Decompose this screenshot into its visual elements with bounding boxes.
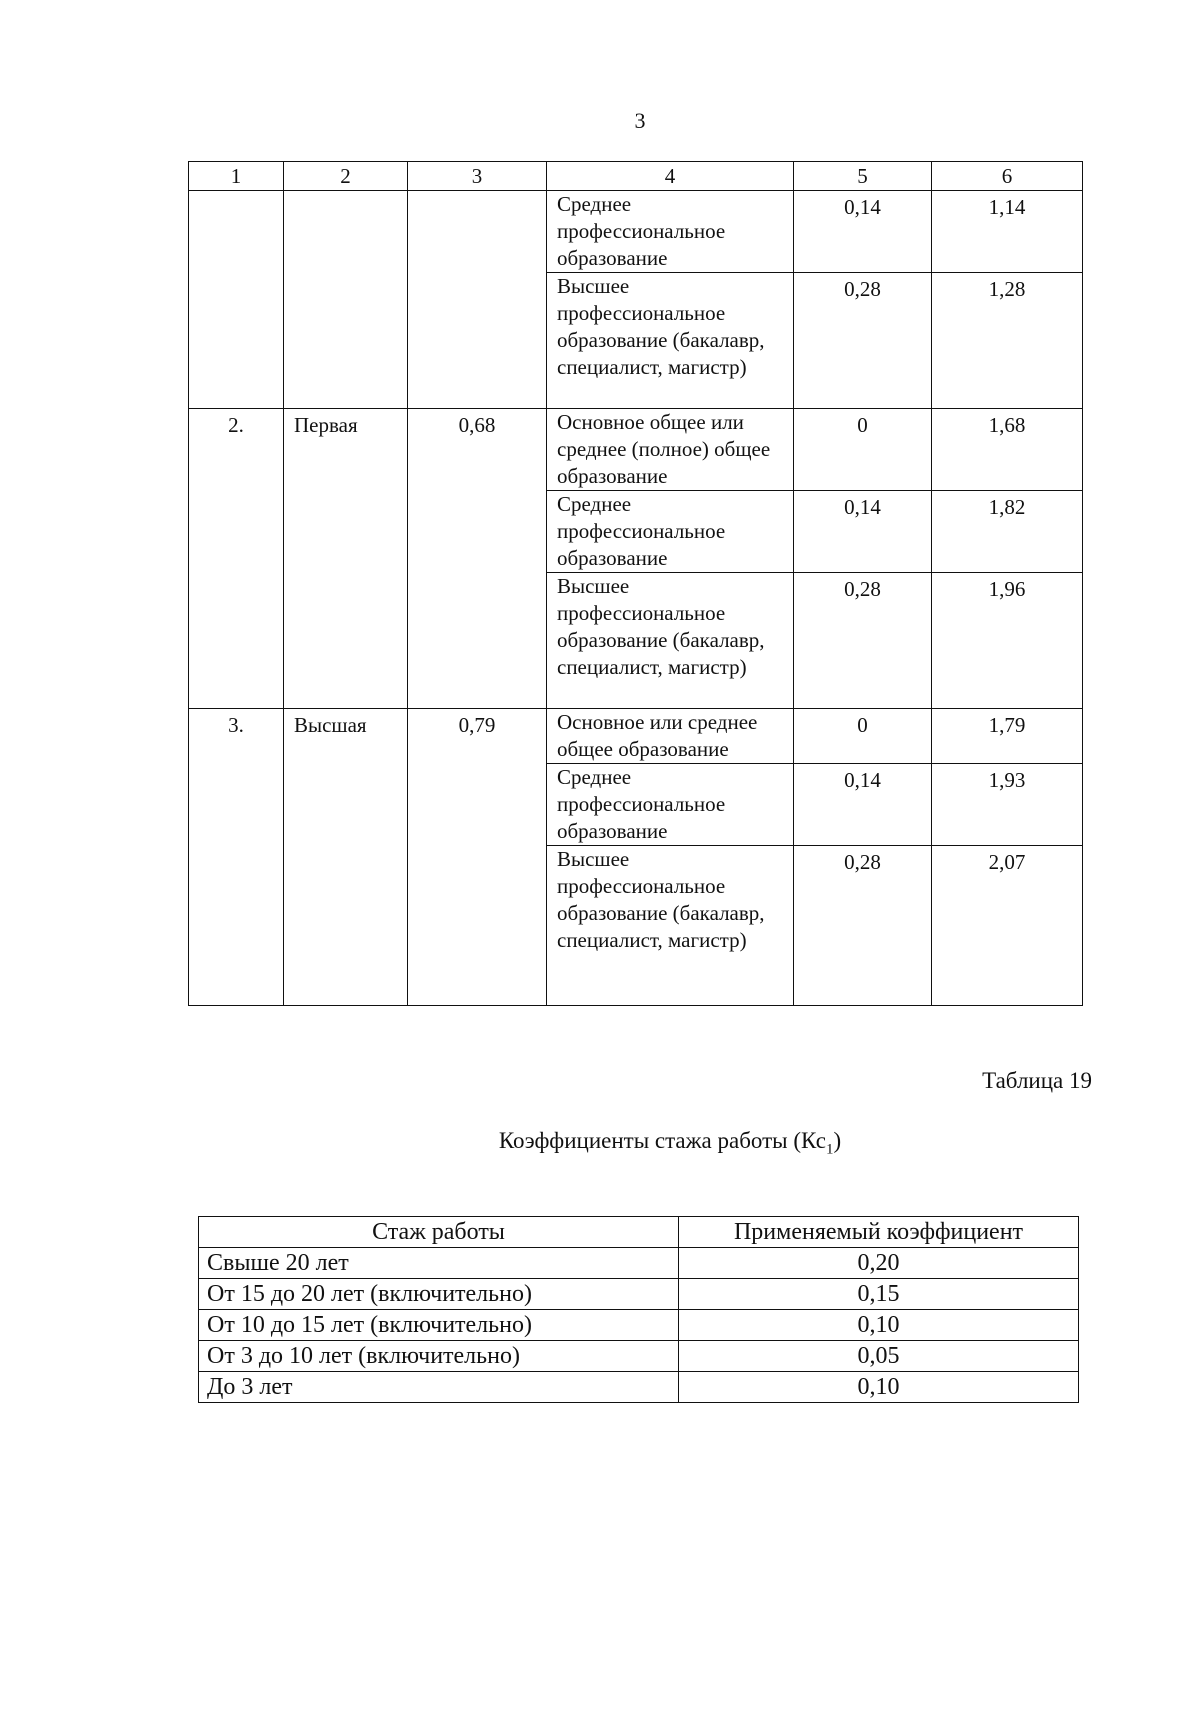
table-row <box>199 1248 1079 1279</box>
total-coefficient-cell: 1,28 <box>932 273 1083 409</box>
row-number: 2. <box>228 413 244 437</box>
education-cell: Высшее профессиональное образование (бакалавр, специалист, магистр) <box>547 273 794 409</box>
table-title <box>0 1128 1200 1159</box>
education-cell: Среднее профессиональное образование <box>547 491 794 573</box>
column-header: 5 <box>794 162 932 191</box>
education-coefficient-cell: 0,28 <box>794 573 932 709</box>
category-cell <box>284 709 408 1006</box>
education-coefficient-cell: 0,14 <box>794 491 932 573</box>
education-cell: Высшее профессиональное образование (бакалавр, специалист, магистр) <box>547 573 794 709</box>
table-row <box>189 709 1083 764</box>
base-coefficient-cell <box>408 409 547 709</box>
table-title-text: Коэффициенты стажа работы (Кс <box>498 1128 826 1153</box>
experience-coefficient-cell: 0,05 <box>679 1341 1079 1372</box>
experience-period-cell: Свыше 20 лет <box>199 1248 679 1279</box>
row-number: 3. <box>228 713 244 737</box>
table-header-row <box>189 162 1083 191</box>
category-cell <box>284 191 408 409</box>
table-title-subscript: 1 <box>826 1141 834 1158</box>
base-coefficient-cell <box>408 191 547 409</box>
row-number-cell <box>189 409 284 709</box>
experience-coefficient-cell: 0,15 <box>679 1279 1079 1310</box>
qualification-coefficient-table <box>188 161 1083 1006</box>
experience-coefficient-cell: 0,10 <box>679 1310 1079 1341</box>
education-coefficient-cell: 0 <box>794 409 932 491</box>
base-coefficient-cell <box>408 709 547 1006</box>
table-row <box>199 1279 1079 1310</box>
education-coefficient-cell: 0,14 <box>794 191 932 273</box>
total-coefficient-cell: 1,68 <box>932 409 1083 491</box>
category-label: Первая <box>294 413 358 437</box>
row-number-cell <box>189 191 284 409</box>
table-row <box>199 1310 1079 1341</box>
column-header: 4 <box>547 162 794 191</box>
column-header: 6 <box>932 162 1083 191</box>
base-coefficient: 0,68 <box>458 413 496 437</box>
table-label: Таблица 19 <box>982 1068 1092 1093</box>
column-header: 1 <box>189 162 284 191</box>
total-coefficient-cell: 1,14 <box>932 191 1083 273</box>
education-cell: Среднее профессиональное образование <box>547 191 794 273</box>
work-experience-coefficient-table <box>198 1216 1079 1403</box>
education-coefficient-cell: 0,14 <box>794 764 932 846</box>
table-row <box>199 1372 1079 1403</box>
education-coefficient-cell: 0,28 <box>794 273 932 409</box>
column-header: Применяемый коэффициент <box>679 1217 1079 1248</box>
education-cell: Среднее профессиональное образование <box>547 764 794 846</box>
category-cell <box>284 409 408 709</box>
education-coefficient-cell: 0,28 <box>794 846 932 1006</box>
total-coefficient-cell: 1,96 <box>932 573 1083 709</box>
education-cell: Основное общее или среднее (полное) общее образование <box>547 409 794 491</box>
total-coefficient-cell: 1,79 <box>932 709 1083 764</box>
table-row <box>189 409 1083 491</box>
table-row <box>199 1341 1079 1372</box>
table-row <box>189 191 1083 273</box>
experience-period-cell: От 3 до 10 лет (включительно) <box>199 1341 679 1372</box>
row-number-cell <box>189 709 284 1006</box>
column-header: 2 <box>284 162 408 191</box>
education-coefficient-cell: 0 <box>794 709 932 764</box>
page-number: 3 <box>634 108 646 133</box>
education-cell: Основное или среднее общее образование <box>547 709 794 764</box>
category-label: Высшая <box>294 713 367 737</box>
education-cell: Высшее профессиональное образование (бакалавр, специалист, магистр) <box>547 846 794 1006</box>
total-coefficient-cell: 1,82 <box>932 491 1083 573</box>
column-header: 3 <box>408 162 547 191</box>
base-coefficient: 0,79 <box>458 713 496 737</box>
table-header-row <box>199 1217 1079 1248</box>
experience-period-cell: От 10 до 15 лет (включительно) <box>199 1310 679 1341</box>
total-coefficient-cell: 2,07 <box>932 846 1083 1006</box>
column-header: Стаж работы <box>199 1217 679 1248</box>
experience-period-cell: От 15 до 20 лет (включительно) <box>199 1279 679 1310</box>
experience-coefficient-cell: 0,10 <box>679 1372 1079 1403</box>
table-title-end: ) <box>833 1128 842 1153</box>
experience-period-cell: До 3 лет <box>199 1372 679 1403</box>
total-coefficient-cell: 1,93 <box>932 764 1083 846</box>
experience-coefficient-cell: 0,20 <box>679 1248 1079 1279</box>
